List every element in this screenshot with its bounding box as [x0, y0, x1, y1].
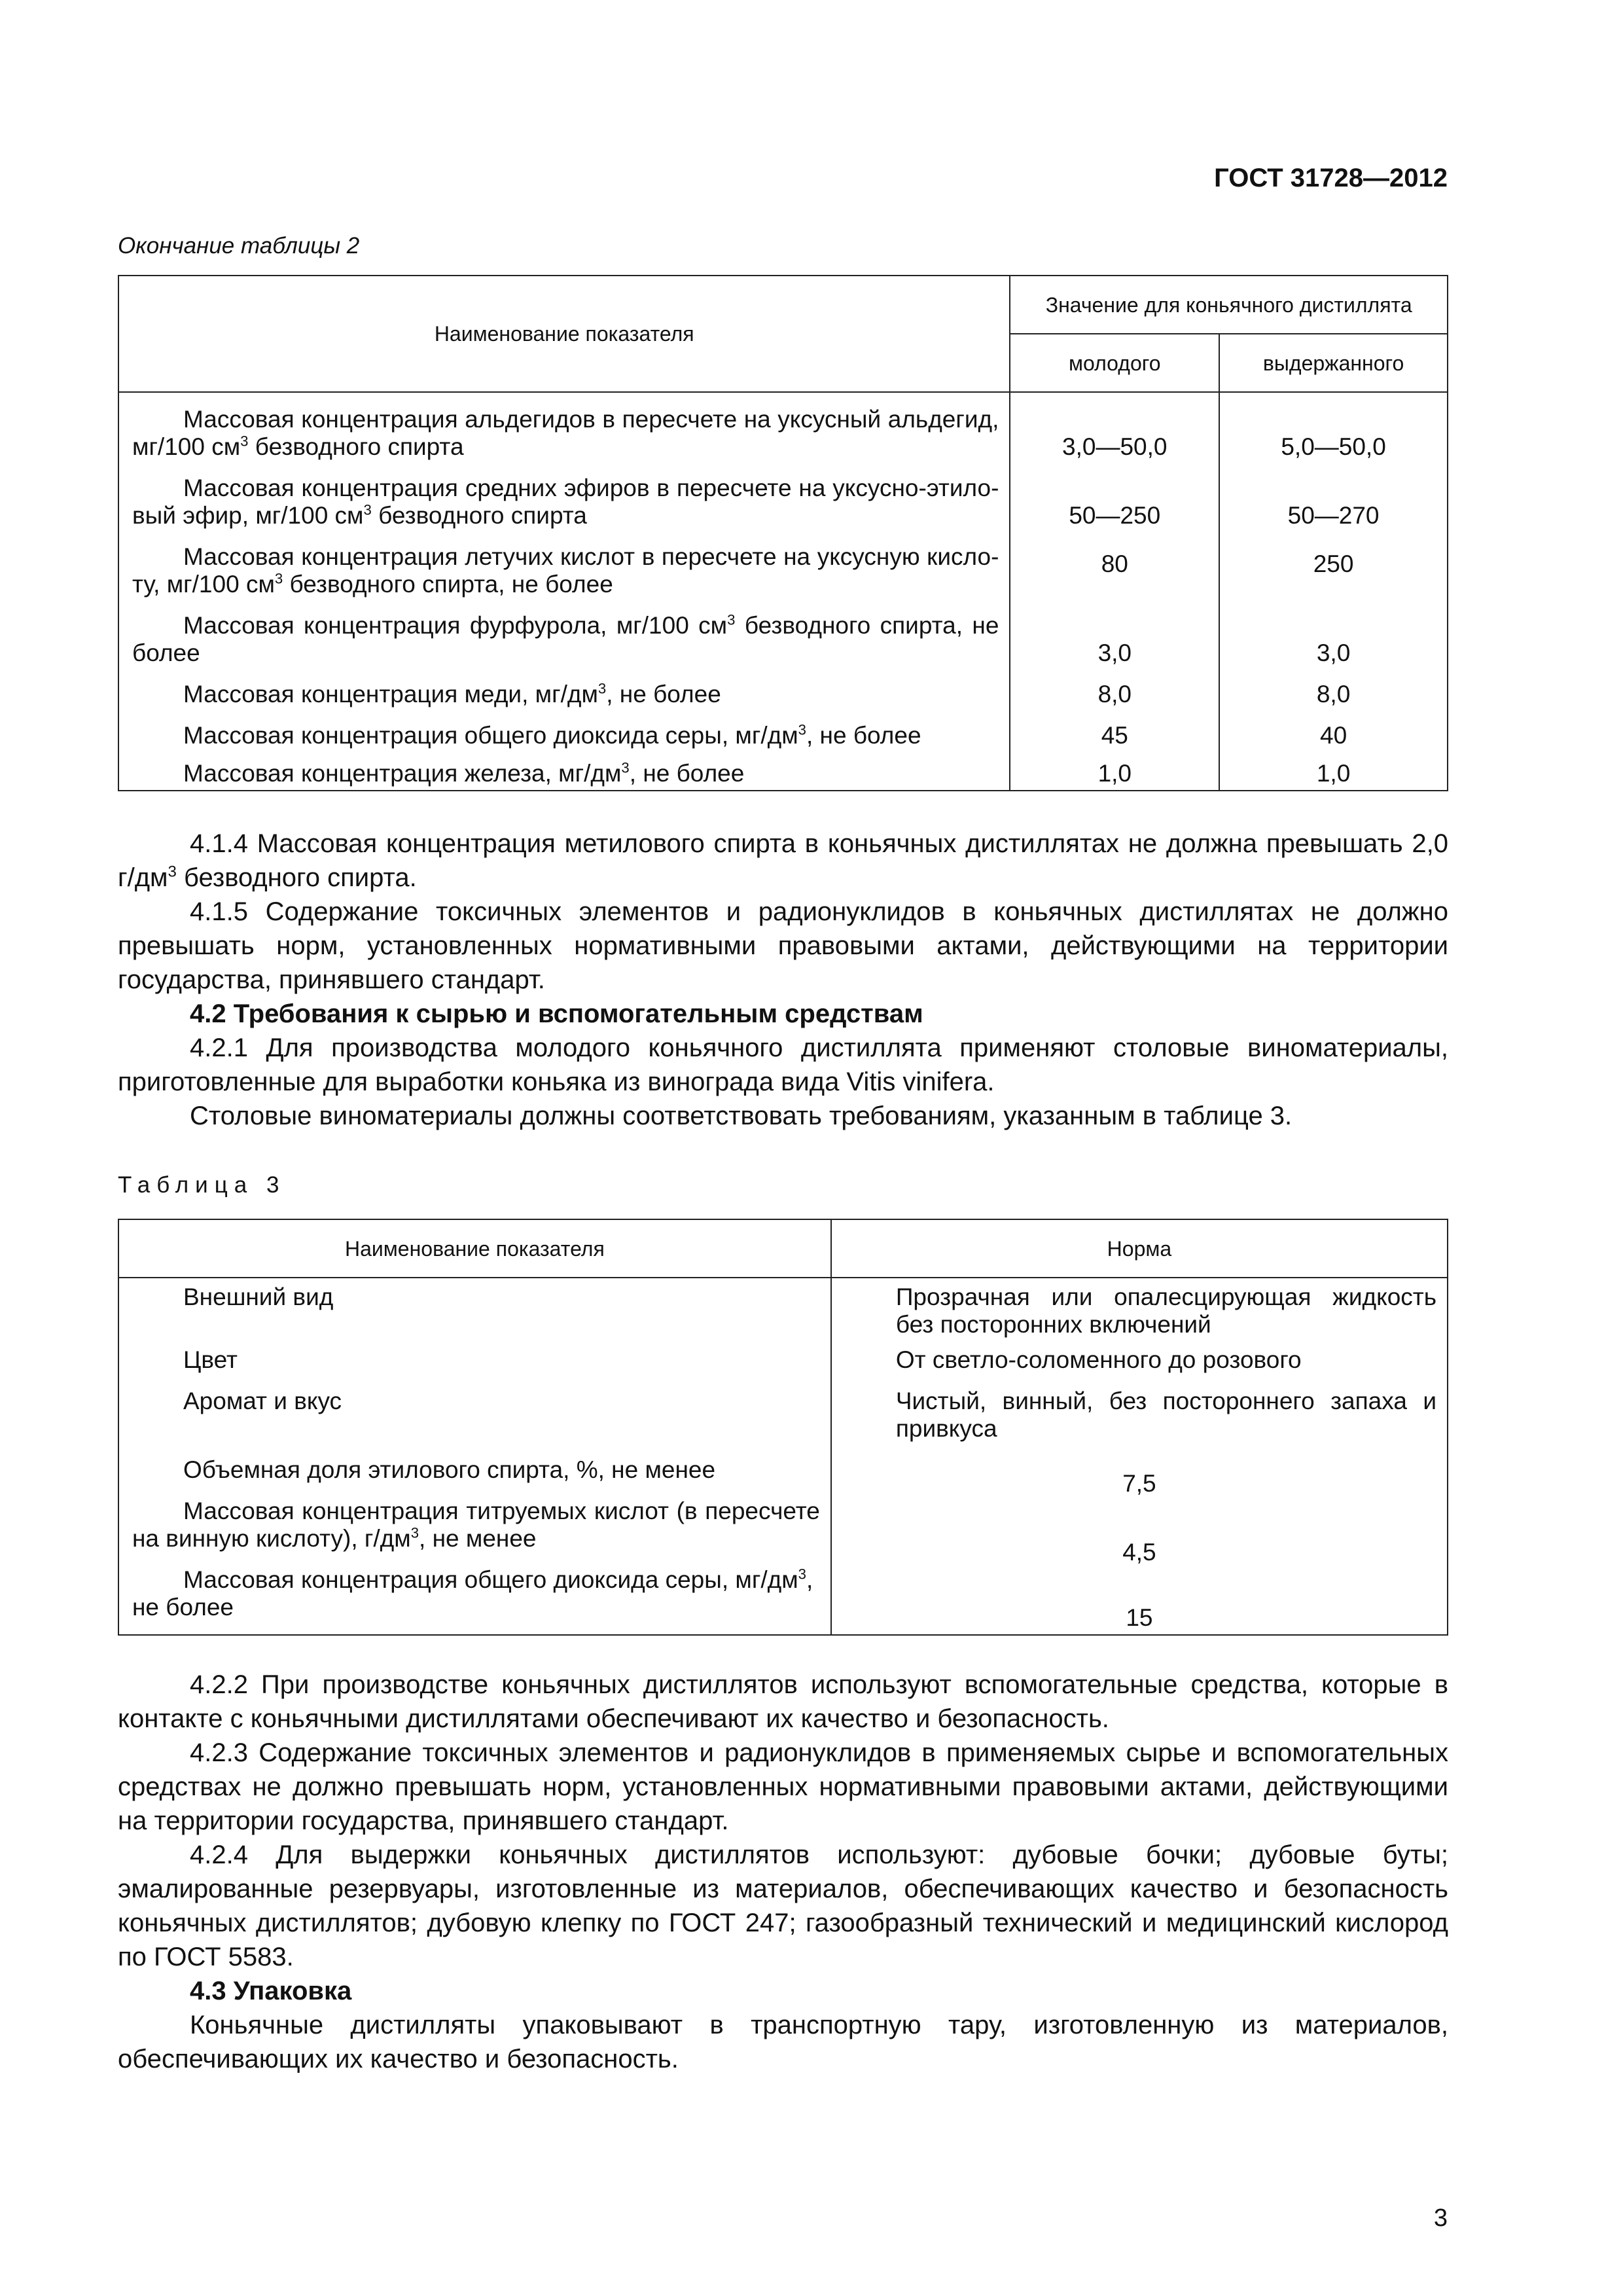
table-row: Массовая концентрация титруемых кислот (в пересчете на винную кислоту), $г/дм^3$, не менее 4,5: [118, 1498, 1448, 1566]
t2-header-name: Наименование показателя: [118, 276, 1010, 392]
table-row: Объемная доля этилового спирта, %, не менее 7,5: [118, 1456, 1448, 1498]
t3-cell-norm: 4,5: [831, 1498, 1448, 1566]
paragraph-4-2-1-note: Столовые виноматериалы должны соответствовать требованиям, указанным в таблице 3.: [190, 1102, 1293, 1130]
t2-cell-young: 80: [1010, 529, 1219, 598]
table3-caption: Таблица 3: [118, 1172, 286, 1198]
t2-header-young: молодого: [1010, 334, 1219, 392]
section-4-1-tail: [118, 827, 1448, 1133]
page-number: 3: [1433, 2204, 1448, 2232]
t2-header-group: Значение для коньячного дистиллята: [1010, 276, 1448, 334]
table-row: Массовая концентрация общего диоксида серы, $мг/дм^3$, не более 15: [118, 1566, 1448, 1635]
t3-cell-norm: 7,5: [831, 1456, 1448, 1498]
paragraph-4-1-5: 4.1.5 Содержание токсичных элементов и радионуклидов в коньячных дистиллятах не должно превышать норм, установленных нормативными правовыми актами, действующими на территории государства, принявшего стандарт.: [118, 897, 1448, 994]
section-4-2-tail: [118, 1668, 1448, 2076]
table-3: [118, 1219, 1448, 1636]
t2-cell-young: 3,0: [1010, 598, 1219, 667]
t2-cell-aged: 50—270: [1219, 461, 1448, 529]
table-row: Массовая концентрация общего диоксида серы, $мг/дм^3$, не более 45 40: [118, 708, 1448, 749]
t2-cell-aged: 8,0: [1219, 667, 1448, 708]
table-row: Аромат и вкус Чистый, винный, без постороннего запаха и привкуса: [118, 1388, 1448, 1456]
t3-header-name: Наименование показателя: [118, 1219, 831, 1278]
t2-cell-young: 50—250: [1010, 461, 1219, 529]
table-row: Массовая концентрация меди, $мг/дм^3$, не более 8,0 8,0: [118, 667, 1448, 708]
t2-header-aged: выдержанного: [1219, 334, 1448, 392]
t3-cell-norm: 15: [831, 1566, 1448, 1635]
t3-header-norm: Норма: [831, 1219, 1448, 1278]
t2-cell-young: 1,0: [1010, 749, 1219, 791]
t2-cell-aged: 5,0—50,0: [1219, 392, 1448, 461]
paragraph-4-2-4: 4.2.4 Для выдержки коньячных дистиллятов используют: дубовые бочки; дубовые буты; эмалированные резервуары, изготовленные из материалов, обеспечивающих качество и безопасность коньячных дистиллятов; дубовую клепку по ГОСТ 247; газообразный технический и медицинский кислород по ГОСТ 5583.: [118, 1840, 1448, 1971]
t2-cell-aged: 250: [1219, 529, 1448, 598]
t2-cell-aged: 3,0: [1219, 598, 1448, 667]
t2-cell-aged: 1,0: [1219, 749, 1448, 791]
table2-caption: Окончание таблицы 2: [118, 233, 360, 259]
table-row: Массовая концентрация летучих кислот в пересчете на уксусную кисло- ту, мг/100 $см^3$ безводного спирта, не более 80 250: [118, 529, 1448, 598]
table-row: Массовая концентрация альдегидов в пересчете на уксусный альдегид, мг/100 $см^3$ безводного спирта 3,0—50,0 5,0—50,0: [118, 392, 1448, 461]
section-heading-4-2: 4.2 Требования к сырью и вспомогательным средствам: [190, 999, 923, 1028]
table-row: Массовая концентрация средних эфиров в пересчете на уксусно-этило- вый эфир, мг/100 $см^3$ безводного спирта 50—250 50—270: [118, 461, 1448, 529]
t2-cell-young: 45: [1010, 708, 1219, 749]
table-row: Массовая концентрация фурфурола, мг/100 $см^3$ безводного спирта, не более 3,0 3,0: [118, 598, 1448, 667]
paragraph-4-3: Коньячные дистилляты упаковывают в транспортную тару, изготовленную из материалов, обеспечивающих их качество и безопасность.: [118, 2011, 1448, 2073]
table-2: [118, 275, 1448, 791]
paragraph-4-1-4: 4.1.4 Массовая концентрация метилового спирта в коньячных дистиллятах не должна превышать 2,0 $г/дм^3$ безводного спирта.: [118, 829, 1448, 892]
section-heading-4-3: 4.3 Упаковка: [190, 1977, 352, 2005]
paragraph-4-2-2: 4.2.2 При производстве коньячных дистиллятов используют вспомогательные средства, которые в контакте с коньячными дистиллятами обеспечивают их качество и безопасность.: [118, 1670, 1448, 1733]
table-row: Массовая концентрация железа, $мг/дм^3$, не более 1,0 1,0: [118, 749, 1448, 791]
t2-cell-aged: 40: [1219, 708, 1448, 749]
table-row: Цвет От светло-соломенного до розового: [118, 1346, 1448, 1388]
t2-cell-young: 3,0—50,0: [1010, 392, 1219, 461]
table-row: Внешний вид Прозрачная или опалесцирующая жидкость без посторонних включений: [118, 1278, 1448, 1346]
standard-code: ГОСТ 31728—2012: [1214, 164, 1448, 192]
paragraph-4-2-1: 4.2.1 Для производства молодого коньячного дистиллята применяют столовые виноматериалы, приготовленные для выработки коньяка из винограда вида Vitis vinifera.: [118, 1033, 1448, 1096]
paragraph-4-2-3: 4.2.3 Содержание токсичных элементов и радионуклидов в применяемых сырье и вспомогательных средствах не должно превышать норм, установленных нормативными правовыми актами, действующими на территории государства, принявшего стандарт.: [118, 1738, 1448, 1835]
t2-cell-young: 8,0: [1010, 667, 1219, 708]
